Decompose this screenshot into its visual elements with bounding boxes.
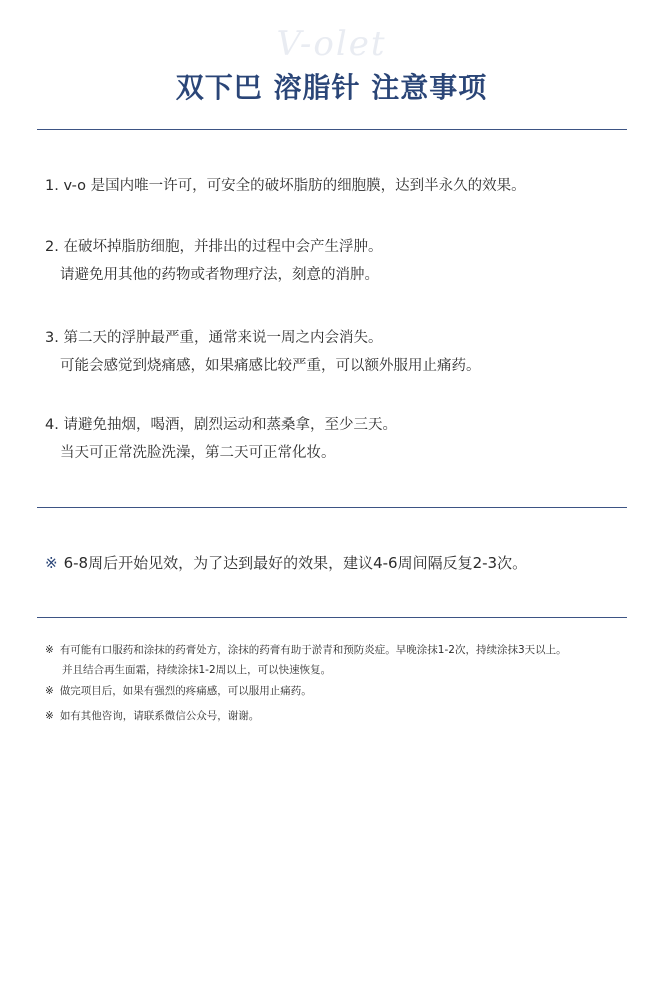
notice-item-4 bbox=[45, 411, 635, 467]
notice-item-3-line1: 3. 第二天的浮肿最严重，通常来说一周之内会消失。 bbox=[45, 330, 383, 346]
notice-item-4-line2: 当天可正常洗脸洗澡，第二天可正常化妆。 bbox=[60, 445, 336, 461]
notice-item-1 bbox=[45, 172, 635, 200]
notice-item-1-line1: 1. v-o 是国内唯一许可，可安全的破坏脂肪的细胞膜，达到半永久的效果。 bbox=[45, 178, 526, 194]
effect-highlight bbox=[45, 549, 635, 577]
footnote-1 bbox=[45, 640, 635, 680]
effect-highlight-text: 6-8周后开始见效，为了达到最好的效果，建议4-6周间隔反复2-3次。 bbox=[63, 554, 528, 572]
footnote-2 bbox=[45, 681, 635, 701]
footnote-3 bbox=[45, 706, 635, 726]
footnote-3-line1: 如有其他咨询，请联系微信公众号，谢谢。 bbox=[59, 710, 260, 722]
divider-bottom bbox=[37, 617, 627, 618]
divider-top bbox=[37, 129, 627, 130]
notice-item-3 bbox=[45, 324, 635, 380]
footnote-2-line1: 做完项目后，如果有强烈的疼痛感，可以服用止痛药。 bbox=[59, 685, 312, 697]
notice-item-2-line2: 请避免用其他的药物或者物理疗法，刻意的消肿。 bbox=[60, 267, 379, 283]
reference-mark-icon: ※ bbox=[45, 644, 54, 656]
notice-item-2 bbox=[45, 233, 635, 289]
divider-middle bbox=[37, 507, 627, 508]
footnote-1-line1: 有可能有口服药和涂抹的药膏处方，涂抹的药膏有助于淤青和预防炎症。早晚涂抹1-2次，持续涂抹3天以上。 bbox=[59, 644, 567, 656]
brand-watermark: V-olet bbox=[276, 24, 387, 64]
notice-item-4-line1: 4. 请避免抽烟，喝酒，剧烈运动和蒸桑拿，至少三天。 bbox=[45, 417, 397, 433]
reference-mark-icon: ※ bbox=[45, 685, 54, 697]
reference-mark-icon: ※ bbox=[45, 710, 54, 722]
reference-mark-icon: ※ bbox=[45, 554, 58, 572]
notice-item-3-line2: 可能会感觉到烧痛感，如果痛感比较严重，可以额外服用止痛药。 bbox=[60, 358, 481, 374]
footnote-1-line2: 并且结合再生面霜，持续涂抹1-2周以上，可以快速恢复。 bbox=[62, 664, 332, 676]
page-title: 双下巴 溶脂针 注意事项 bbox=[175, 71, 488, 104]
notice-item-2-line1: 2. 在破坏掉脂肪细胞，并排出的过程中会产生浮肿。 bbox=[45, 239, 383, 255]
